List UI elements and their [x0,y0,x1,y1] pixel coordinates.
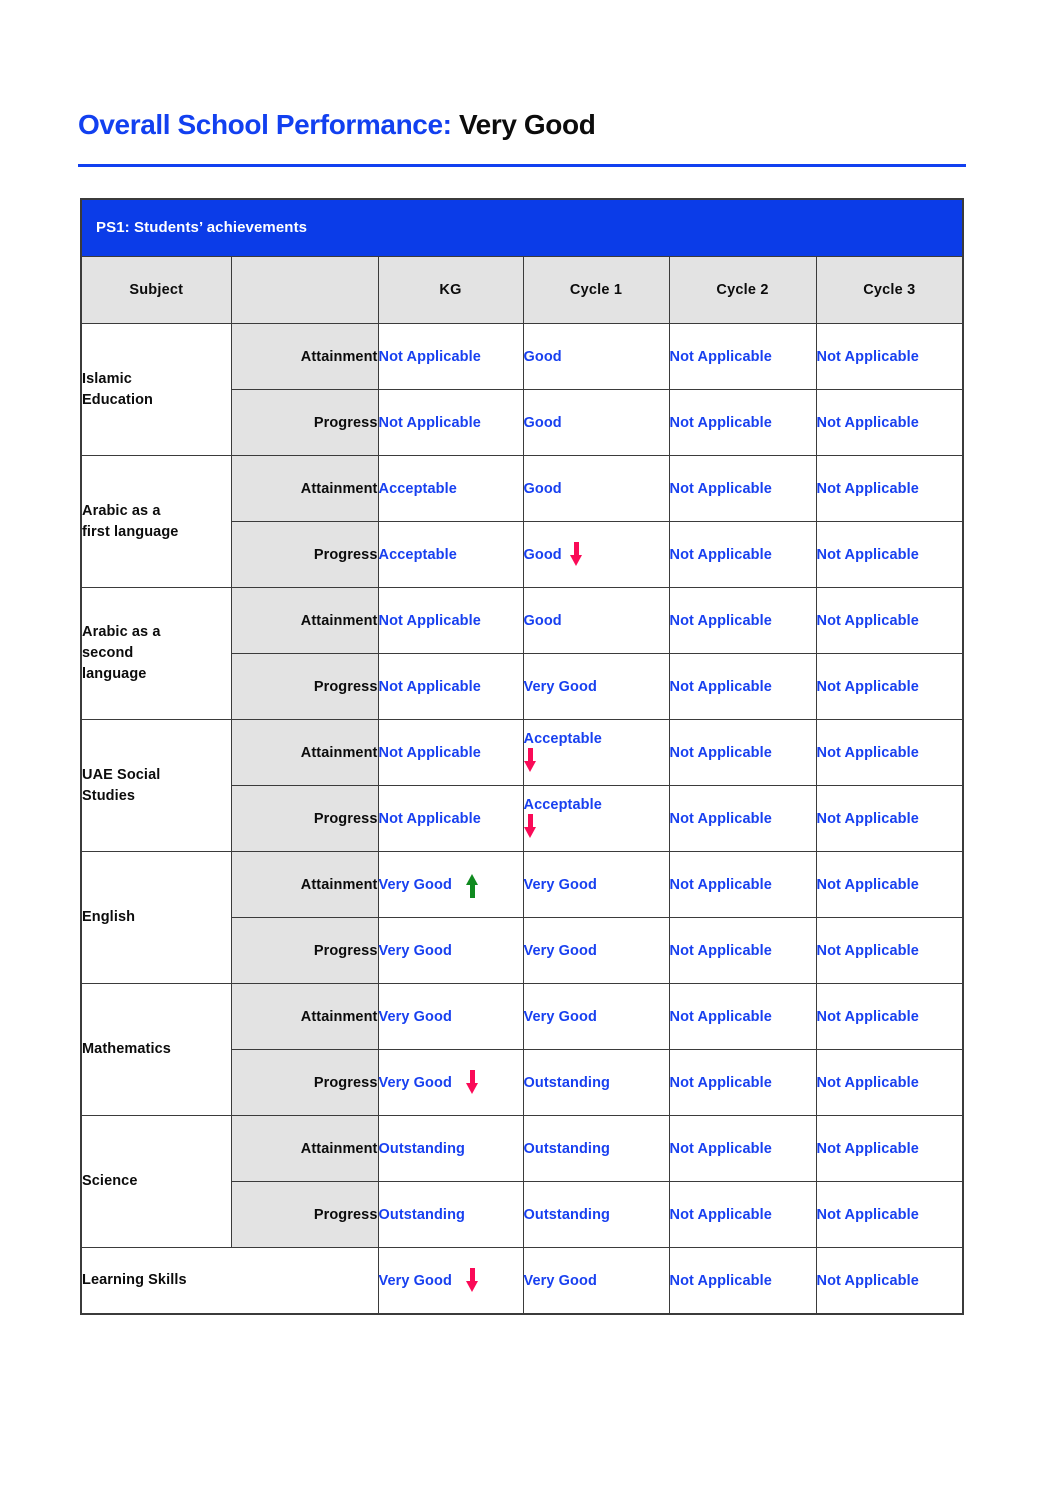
rating-value: Not Applicable [669,678,772,695]
rating-value: Very Good [378,1008,452,1025]
subject-label: UAE Social [82,766,161,783]
rating-cell-cycle3 [816,720,963,786]
subject-label: language [82,666,147,682]
table-banner-row [81,199,963,257]
table-row [81,852,963,918]
rating-value: Not Applicable [669,1074,772,1091]
table-row [81,720,963,786]
rating-value: Good [523,612,562,629]
rating-cell-cycle3 [816,786,963,852]
rating-value: Very Good [378,876,452,893]
rating-cell-cycle3 [816,1116,963,1182]
rating-cell-kg [378,456,523,522]
metric-label-cell: Attainment [231,588,378,654]
rating-cell-cycle1 [523,390,669,456]
rating-value: Not Applicable [669,810,772,827]
rating-cell-kg [378,654,523,720]
metric-label-cell: Progress [231,654,378,720]
table-row [81,984,963,1050]
rating-value: Not Applicable [378,348,481,365]
rating-cell-cycle2 [669,786,816,852]
subject-label: Learning Skills [82,1272,187,1288]
rating-cell-cycle3 [816,390,963,456]
rating-value: Not Applicable [669,1272,772,1289]
rating-value: Very Good [523,876,597,893]
rating-value: Not Applicable [669,612,772,629]
section-banner [81,199,963,257]
title-divider [78,164,966,167]
column-header-cycle1: Cycle 1 [523,257,669,324]
subject-label: Studies [82,787,136,804]
rating-cell-kg [378,1116,523,1182]
metric-label-cell: Progress [231,522,378,588]
rating-value: Not Applicable [816,414,919,431]
rating-cell-cycle3 [816,984,963,1050]
rating-cell-kg [378,324,523,390]
rating-cell-cycle2 [669,588,816,654]
rating-cell-kg [378,984,523,1050]
metric-label-cell: Progress [231,786,378,852]
rating-cell-cycle3 [816,522,963,588]
rating-cell-kg [378,852,523,918]
rating-value: Very Good [378,942,452,959]
rating-value: Not Applicable [669,546,772,563]
column-header-metric [231,257,378,324]
rating-cell-cycle2 [669,852,816,918]
rating-value: Not Applicable [378,810,481,827]
rating-cell-cycle1 [523,1182,669,1248]
page-title [78,108,966,142]
rating-value: Not Applicable [669,744,772,761]
rating-cell-cycle1 [523,324,669,390]
performance-table [80,198,964,1315]
rating-cell-cycle1 [523,456,669,522]
metric-label-cell: Attainment [231,984,378,1050]
rating-value: Outstanding [523,1206,610,1223]
rating-value: Outstanding [378,1206,465,1223]
rating-value: Not Applicable [669,348,772,365]
subject-label: English [82,909,136,925]
subject-label: first language [82,523,179,540]
rating-value: Not Applicable [669,876,772,893]
rating-cell-kg [378,720,523,786]
performance-table-wrapper [80,198,964,1315]
rating-cell-kg [378,588,523,654]
rating-cell-cycle1 [523,984,669,1050]
rating-value: Not Applicable [816,546,919,563]
rating-cell-kg [378,786,523,852]
table-row [81,324,963,390]
table-row [81,456,963,522]
table-row [81,1248,963,1315]
rating-value: Good [523,414,562,431]
rating-cell-cycle1 [523,918,669,984]
subject-label: Education [82,391,153,408]
rating-cell-kg [378,1248,523,1315]
column-header-cycle3: Cycle 3 [816,257,963,324]
rating-cell-cycle2 [669,1050,816,1116]
arrow-down-icon [524,814,537,840]
rating-cell-cycle3 [816,852,963,918]
rating-value: Not Applicable [816,876,919,893]
rating-cell-cycle1 [523,588,669,654]
subject-label: second [82,645,134,661]
rating-value: Not Applicable [378,612,481,629]
rating-value: Not Applicable [669,480,772,497]
rating-cell-kg [378,1050,523,1116]
subject-cell [81,984,231,1116]
metric-label-cell: Attainment [231,852,378,918]
rating-cell-cycle2 [669,522,816,588]
rating-cell-cycle3 [816,1182,963,1248]
rating-cell-cycle3 [816,654,963,720]
subject-cell [81,588,231,720]
subject-label: Arabic as a [82,624,161,640]
rating-value: Very Good [523,1272,597,1289]
rating-cell-kg [378,390,523,456]
rating-cell-cycle2 [669,390,816,456]
rating-cell-cycle2 [669,456,816,522]
subject-label: Mathematics [82,1041,171,1057]
metric-label-cell: Progress [231,1050,378,1116]
column-header-row [81,257,963,324]
column-header-kg: KG [378,257,523,324]
rating-value: Not Applicable [669,942,772,959]
table-row [81,1116,963,1182]
page-title-prefix: Overall School Performance: [78,109,452,140]
rating-cell-cycle2 [669,1182,816,1248]
rating-cell-cycle2 [669,1248,816,1315]
rating-value: Not Applicable [378,678,481,695]
rating-value: Not Applicable [816,1074,919,1091]
rating-cell-kg [378,918,523,984]
subject-cell [81,456,231,588]
metric-label-cell: Progress [231,390,378,456]
subject-label: Islamic [82,370,132,387]
rating-value: Not Applicable [378,414,481,431]
rating-cell-cycle2 [669,918,816,984]
arrow-up-icon [466,872,479,898]
rating-value: Not Applicable [816,1206,919,1223]
rating-cell-cycle1 [523,1248,669,1315]
rating-cell-cycle2 [669,720,816,786]
metric-label-cell: Progress [231,1182,378,1248]
section-banner-label: PS1: Students’ achievements [96,219,308,236]
subject-label: Arabic as a [82,502,161,519]
rating-cell-cycle3 [816,1248,963,1315]
rating-value: Very Good [523,1008,597,1025]
rating-value: Not Applicable [816,942,919,959]
arrow-down-icon [466,1070,479,1096]
rating-cell-cycle2 [669,984,816,1050]
metric-label-cell: Progress [231,918,378,984]
rating-value: Not Applicable [816,1272,919,1289]
rating-value: Very Good [523,678,597,695]
rating-cell-cycle3 [816,1050,963,1116]
rating-value: Not Applicable [816,1008,919,1025]
arrow-down-icon [524,748,537,774]
rating-cell-cycle1 [523,1050,669,1116]
subject-cell [81,720,231,852]
subject-cell [81,852,231,984]
metric-label-cell: Attainment [231,456,378,522]
rating-value: Good [523,480,562,497]
rating-cell-cycle1 [523,1116,669,1182]
page-title-rating: Very Good [458,109,596,140]
arrow-down-icon [570,542,583,568]
rating-value: Good [523,546,562,563]
rating-cell-kg [378,522,523,588]
rating-value: Very Good [378,1272,452,1289]
rating-value: Good [523,348,562,365]
rating-cell-cycle1 [523,852,669,918]
rating-value: Not Applicable [816,678,919,695]
rating-value: Acceptable [523,797,602,813]
rating-cell-cycle2 [669,324,816,390]
metric-label-cell: Attainment [231,1116,378,1182]
rating-value: Very Good [378,1074,452,1091]
rating-value: Very Good [523,942,597,959]
rating-cell-cycle3 [816,456,963,522]
arrow-down-icon [466,1268,479,1294]
subject-cell [81,1248,378,1315]
rating-value: Not Applicable [816,612,919,629]
rating-cell-kg [378,1182,523,1248]
rating-value: Acceptable [523,731,602,747]
rating-value: Not Applicable [816,348,919,365]
rating-value: Outstanding [523,1074,610,1091]
rating-value: Not Applicable [669,1140,772,1157]
rating-value: Not Applicable [816,1140,919,1157]
rating-cell-cycle3 [816,588,963,654]
rating-cell-cycle1 [523,522,669,588]
rating-cell-cycle3 [816,324,963,390]
metric-label-cell: Attainment [231,324,378,390]
rating-cell-cycle1 [523,720,669,786]
rating-cell-cycle1 [523,786,669,852]
rating-value: Not Applicable [669,1008,772,1025]
rating-cell-cycle1 [523,654,669,720]
rating-value: Outstanding [523,1140,610,1157]
column-header-subject: Subject [81,257,231,324]
rating-value: Not Applicable [816,744,919,761]
rating-value: Acceptable [378,546,457,563]
rating-cell-cycle3 [816,918,963,984]
rating-cell-cycle2 [669,654,816,720]
rating-value: Not Applicable [669,414,772,431]
rating-value: Not Applicable [378,744,481,761]
subject-cell [81,324,231,456]
rating-value: Outstanding [378,1140,465,1157]
rating-value: Not Applicable [669,1206,772,1223]
metric-label-cell: Attainment [231,720,378,786]
rating-value: Not Applicable [816,810,919,827]
subject-label: Science [82,1173,138,1189]
table-row [81,588,963,654]
rating-cell-cycle2 [669,1116,816,1182]
rating-value: Not Applicable [816,480,919,497]
subject-cell [81,1116,231,1248]
column-header-cycle2: Cycle 2 [669,257,816,324]
rating-value: Acceptable [378,480,457,497]
